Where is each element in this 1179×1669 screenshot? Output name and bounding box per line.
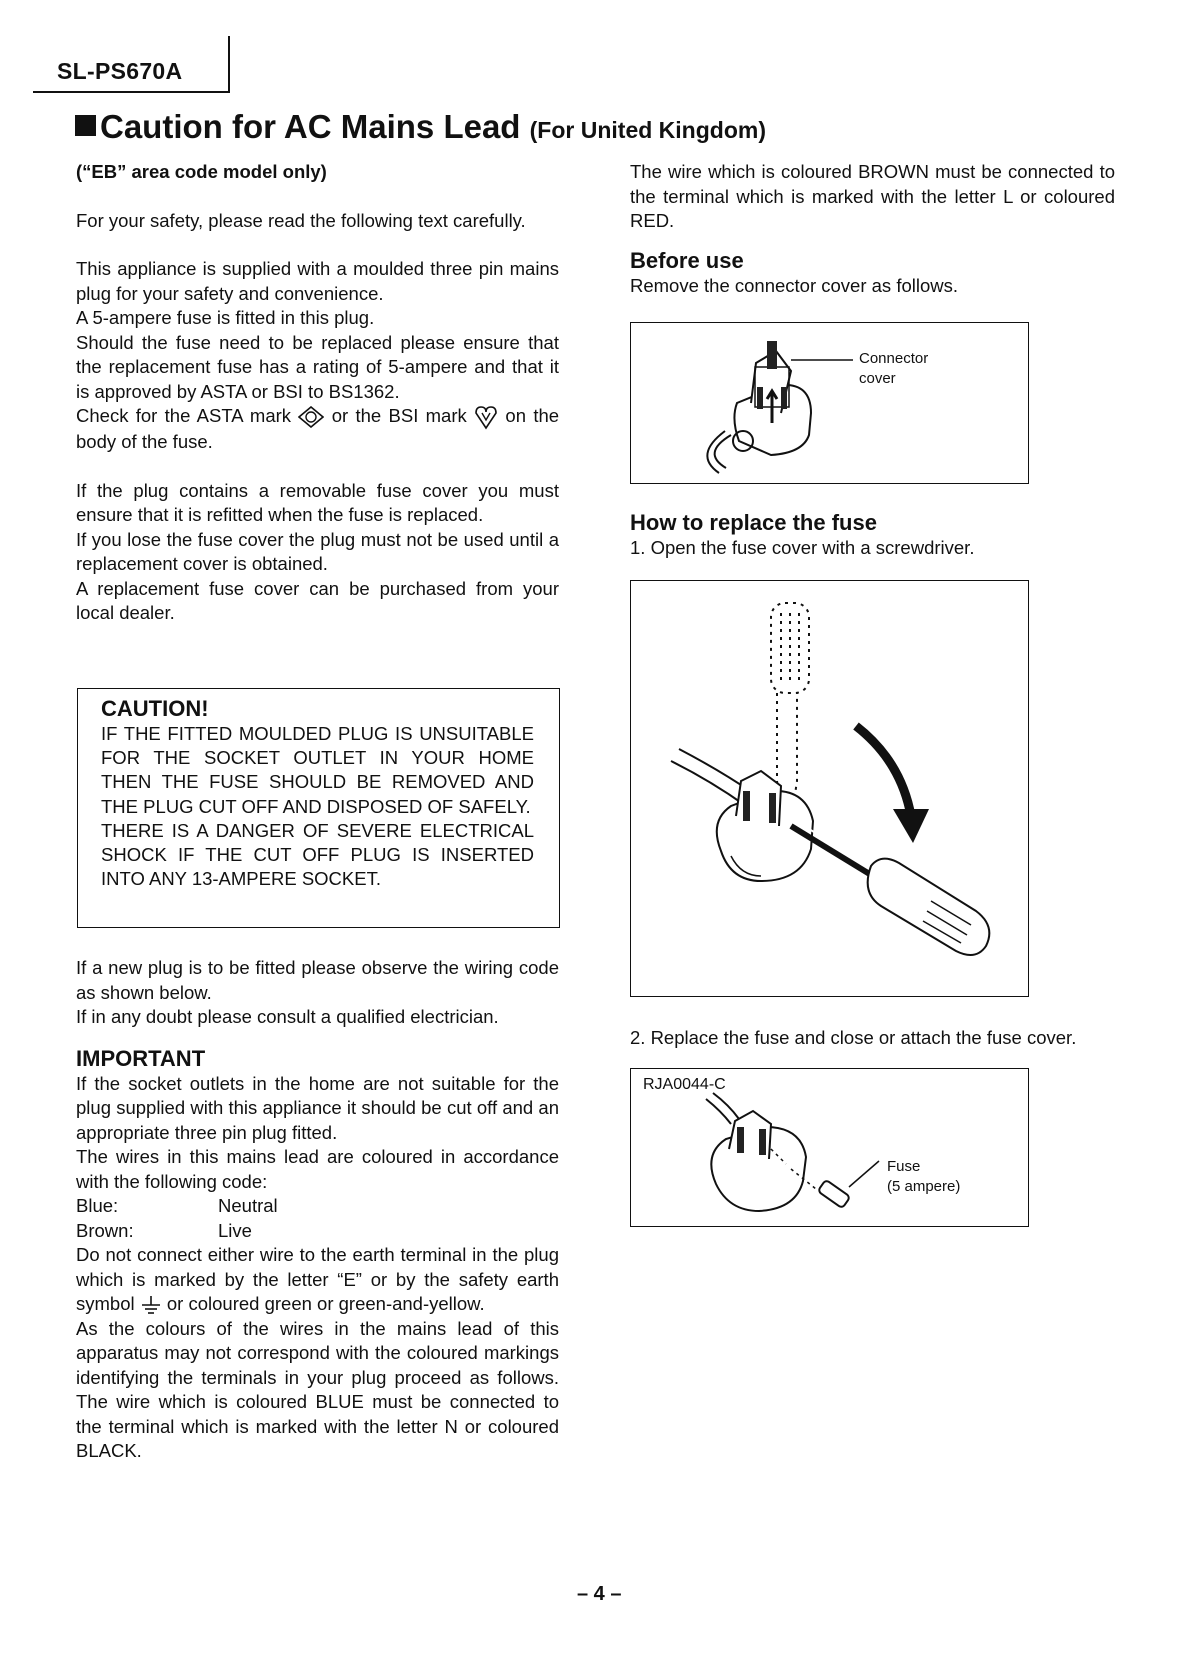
important-line-2: The wires in this mains lead are coloured in accordance with the following code:	[76, 1146, 559, 1192]
code-blue	[76, 1194, 559, 1219]
figure-replace-fuse	[630, 1068, 1029, 1227]
important-line-1: If the socket outlets in the home are not suitable for the plug supplied with this appliance it should be cut off and an appropriate three pin plug fitted.	[76, 1072, 559, 1143]
paragraph-2-line-2: If you lose the fuse cover the plug must not be used until a replacement cover is obtained.	[76, 528, 559, 575]
caution-heading: CAUTION!	[101, 696, 209, 721]
code-brown-value: Live	[218, 1219, 252, 1241]
code-brown-key: Brown:	[76, 1219, 134, 1241]
earth-symbol-icon	[140, 1295, 162, 1315]
area-note: (“EB” area code model only)	[76, 161, 327, 182]
paragraph-1-line-2: A 5-ampere fuse is fitted in this plug.	[76, 307, 375, 328]
paragraph-2-line-3: A replacement fuse cover can be purchased from your local dealer.	[76, 577, 559, 624]
connector-cover-label	[859, 349, 928, 389]
square-bullet-icon	[75, 115, 96, 136]
figure-open-fuse-cover	[630, 580, 1029, 997]
page-number: – 4 –	[577, 1583, 622, 1605]
earth-text-end: or coloured green or green-and-yellow.	[166, 1293, 485, 1314]
important-heading: IMPORTANT	[76, 1045, 206, 1071]
code-blue-key: Blue:	[76, 1195, 119, 1216]
before-use-heading: Before use	[630, 247, 744, 273]
step-2	[630, 1026, 1115, 1051]
left-column-top	[76, 160, 559, 626]
replace-fuse-section	[630, 510, 1115, 561]
title-text: Caution for AC Mains Lead	[100, 108, 521, 145]
before-use-text: Remove the connector cover as follows.	[630, 274, 959, 296]
fuse-body-text: on the body of the fuse.	[76, 405, 560, 453]
connector-label: Connector	[859, 350, 929, 367]
replace-fuse-heading: How to replace the fuse	[630, 510, 877, 535]
important-line-3	[76, 1243, 559, 1317]
important-line-4: As the colours of the wires in the mains lead of this apparatus may not correspond with the coloured markings identifying the terminals in your plug proceed as follows. The wire which is coloured BLUE must be connected to the terminal which is marked with the letter N or coloured BLACK.	[76, 1317, 559, 1461]
paragraph-1-line-4	[76, 404, 559, 455]
caution-line-1: IF THE FITTED MOULDED PLUG IS UNSUITABLE FOR THE SOCKET OUTLET IN YOUR HOME THEN THE FUSE SHOULD BE REMOVED AND THE PLUG CUT OFF AND DISPOSED OF SAFELY.	[101, 723, 534, 817]
asta-mark-icon	[298, 406, 324, 428]
right-column-top	[630, 160, 1115, 298]
code-brown	[76, 1219, 559, 1244]
caution-line-2: THERE IS A DANGER OF SEVERE ELECTRICAL SHOCK IF THE CUT OFF PLUG IS INSERTED INTO ANY 13-AMPERE SOCKET.	[101, 819, 534, 890]
step-2-text: 2. Replace the fuse and close or attach the fuse cover.	[630, 1027, 1077, 1048]
earth-text: Do not connect either wire to the earth terminal in the plug which is marked by the letter “E” or by the safety earth symbol	[76, 1244, 559, 1314]
step-1-text: 1. Open the fuse cover with a screwdriver.	[630, 537, 975, 558]
page-title	[75, 108, 766, 146]
intro-text: For your safety, please read the following text carefully.	[76, 209, 526, 231]
brown-wire-text: The wire which is coloured BROWN must be connected to the terminal which is marked with the letter L or coloured RED.	[630, 161, 1115, 231]
paragraph-3-line-2: If in any doubt please consult a qualified electrician.	[76, 1006, 499, 1027]
fuse-label-rating: (5 ampere)	[887, 1178, 961, 1195]
code-blue-value: Neutral	[218, 1195, 278, 1216]
fuse-label	[887, 1157, 960, 1197]
bsi-kitemark-icon	[474, 404, 498, 430]
fuse-label-title: Fuse	[887, 1158, 921, 1175]
paragraph-2-line-1: If the plug contains a removable fuse cover you must ensure that it is refitted when the fuse is replaced.	[76, 479, 559, 526]
left-column-bottom	[76, 956, 559, 1464]
figure-code: RJA0044-C	[643, 1076, 726, 1093]
plug-with-cover-illustration	[631, 323, 1028, 483]
cover-label: cover	[859, 370, 896, 387]
title-suffix: (For United Kingdom)	[529, 117, 766, 143]
model-number: SL-PS670A	[57, 58, 183, 84]
paragraph-3-line-1: If a new plug is to be fitted please observe the wiring code as shown below.	[76, 957, 559, 1003]
bsi-mark-text: or the BSI mark	[331, 405, 467, 426]
asta-mark-text: Check for the ASTA mark	[76, 405, 292, 426]
caution-text	[101, 696, 534, 891]
screwdriver-illustration	[631, 581, 1028, 996]
paragraph-1-line-3: Should the fuse need to be replaced please ensure that the replacement fuse has a rating of 5-ampere and that it is approved by ASTA or BSI to BS1362.	[76, 331, 559, 402]
figure-connector-cover	[630, 322, 1029, 484]
paragraph-1-line-1: This appliance is supplied with a moulded three pin mains plug for your safety and convenience.	[76, 258, 559, 304]
